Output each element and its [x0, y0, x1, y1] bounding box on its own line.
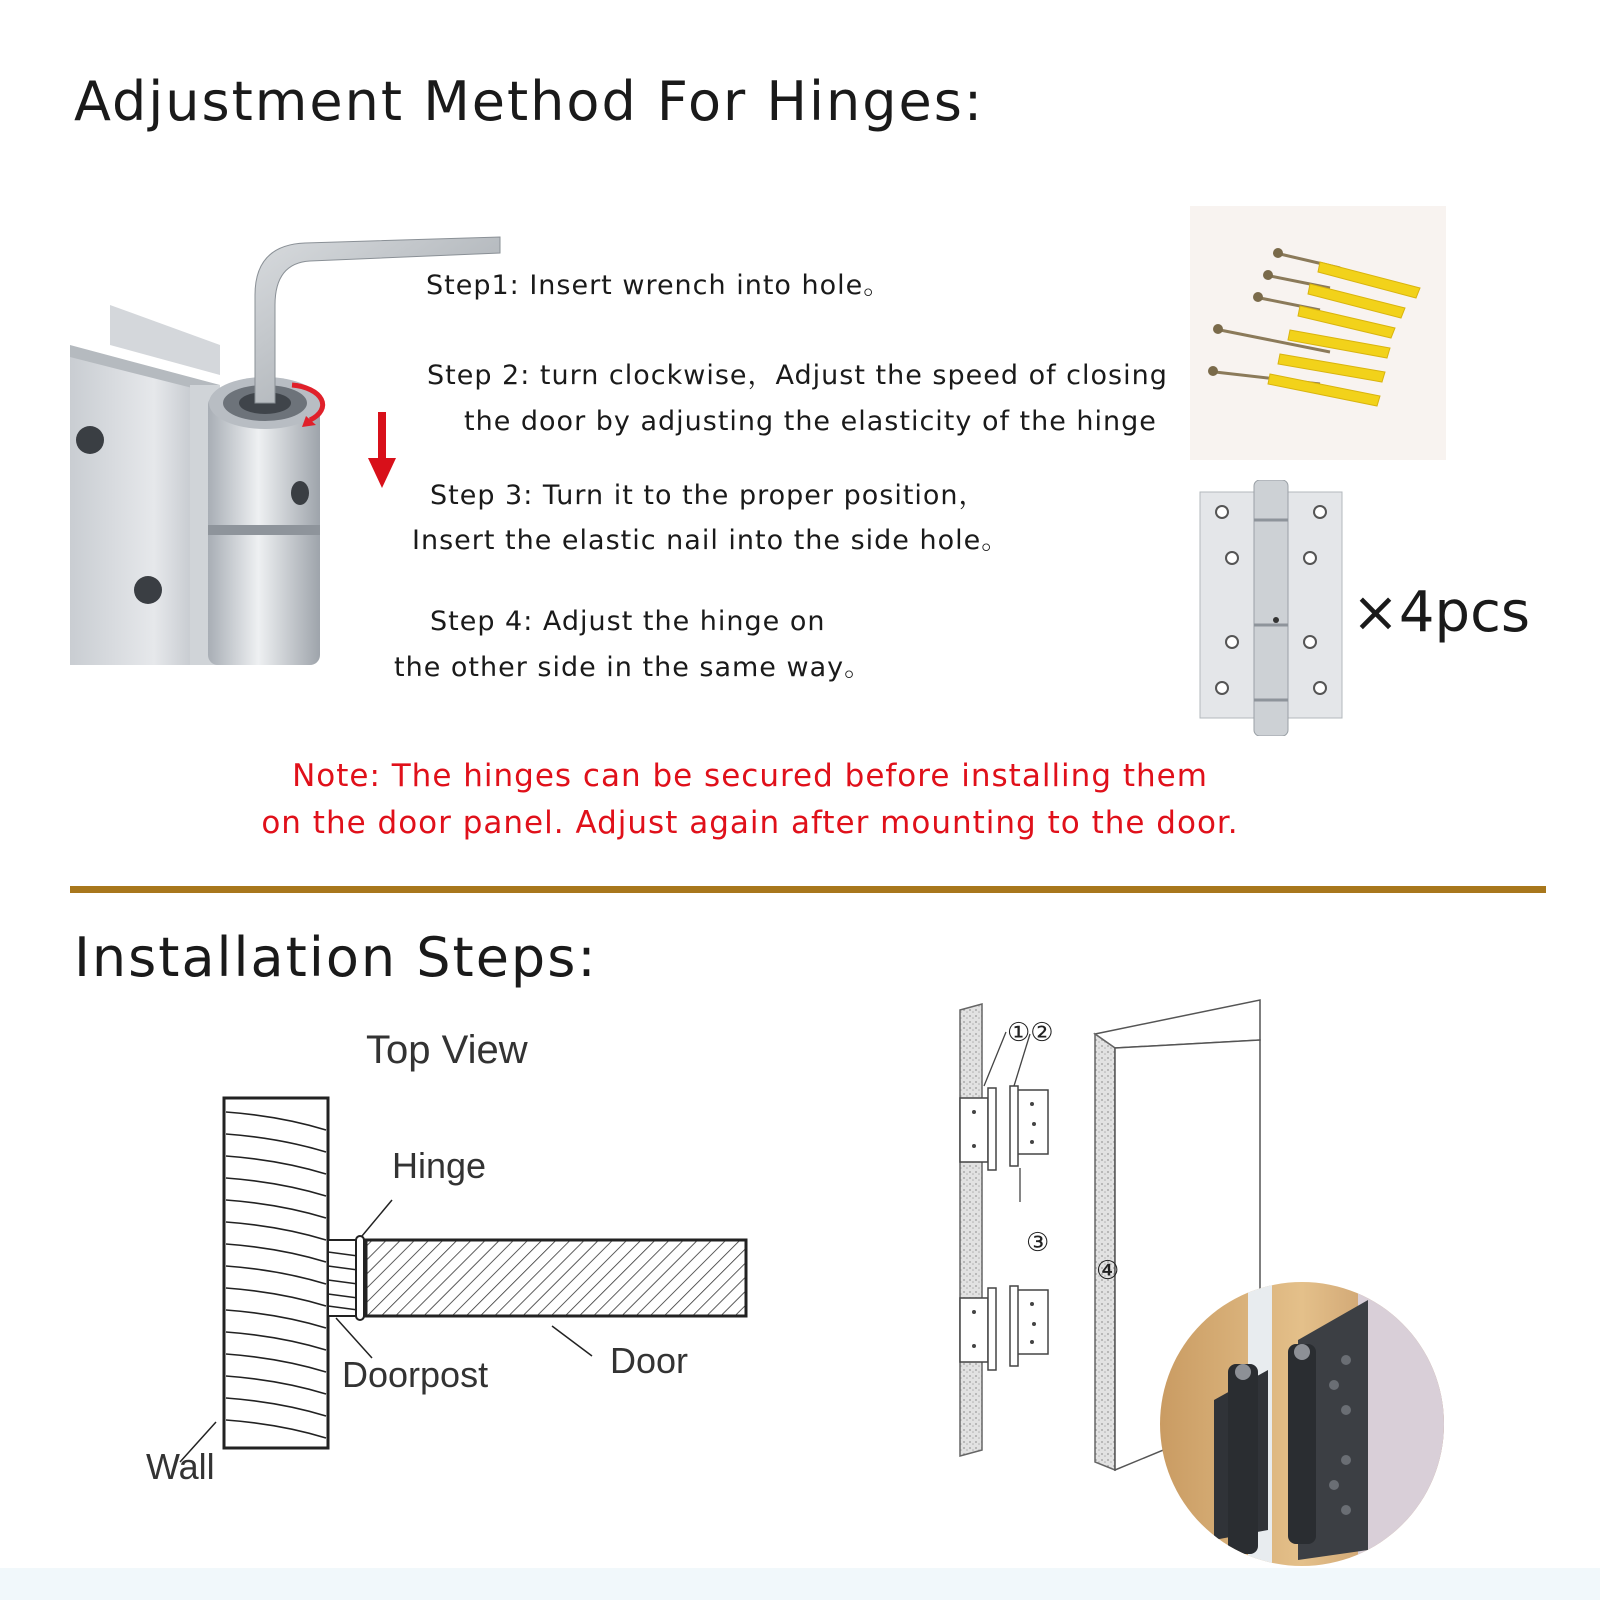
wall-shape [224, 1098, 328, 1448]
doorpost-shape [328, 1240, 358, 1316]
step-1-text: Step1: Insert wrench into hole。 [426, 270, 892, 301]
hinge-label: Hinge [392, 1145, 487, 1186]
step-2-line-1: Step 2: turn clockwise，Adjust the speed of closing [427, 360, 1168, 391]
bottom-band [0, 1568, 1600, 1600]
quantity-label: ×4pcs [1352, 580, 1531, 645]
marker-4: ④ [1096, 1256, 1120, 1286]
marker-1-2: ①② [1007, 1018, 1054, 1048]
down-arrow-icon [368, 412, 396, 490]
hinge-shape [356, 1236, 364, 1320]
installed-hinge-photo [1158, 1280, 1446, 1568]
marker-3: ③ [1026, 1228, 1050, 1258]
step-3-line-1: Step 3: Turn it to the proper position， [430, 480, 987, 511]
wall-label: Wall [146, 1446, 215, 1487]
adjustment-heading: Adjustment Method For Hinges: [74, 70, 985, 133]
door-label: Door [610, 1340, 689, 1381]
section-divider [70, 886, 1546, 893]
step-2-line-2: the door by adjusting the elasticity of the hinge [464, 406, 1157, 437]
door-edge-shape [1095, 1034, 1115, 1470]
doorpost-label: Doorpost [342, 1354, 489, 1395]
door-frame-shape [960, 1004, 982, 1456]
step-3-line-2: Insert the elastic nail into the side hole。 [412, 525, 1010, 556]
hinge-product-photo [1196, 480, 1346, 736]
step-4-line-2: the other side in the same way。 [394, 652, 873, 683]
door-shape [366, 1240, 746, 1316]
step-4-line-1: Step 4: Adjust the hinge on [430, 606, 826, 637]
note-line-1: Note: The hinges can be secured before installing them [292, 758, 1208, 794]
note-line-2: on the door panel. Adjust again after mounting to the door. [261, 805, 1239, 841]
installation-heading: Installation Steps: [74, 926, 598, 989]
screws-anchors-photo [1190, 206, 1446, 460]
top-view-title: Top View [366, 1028, 528, 1072]
